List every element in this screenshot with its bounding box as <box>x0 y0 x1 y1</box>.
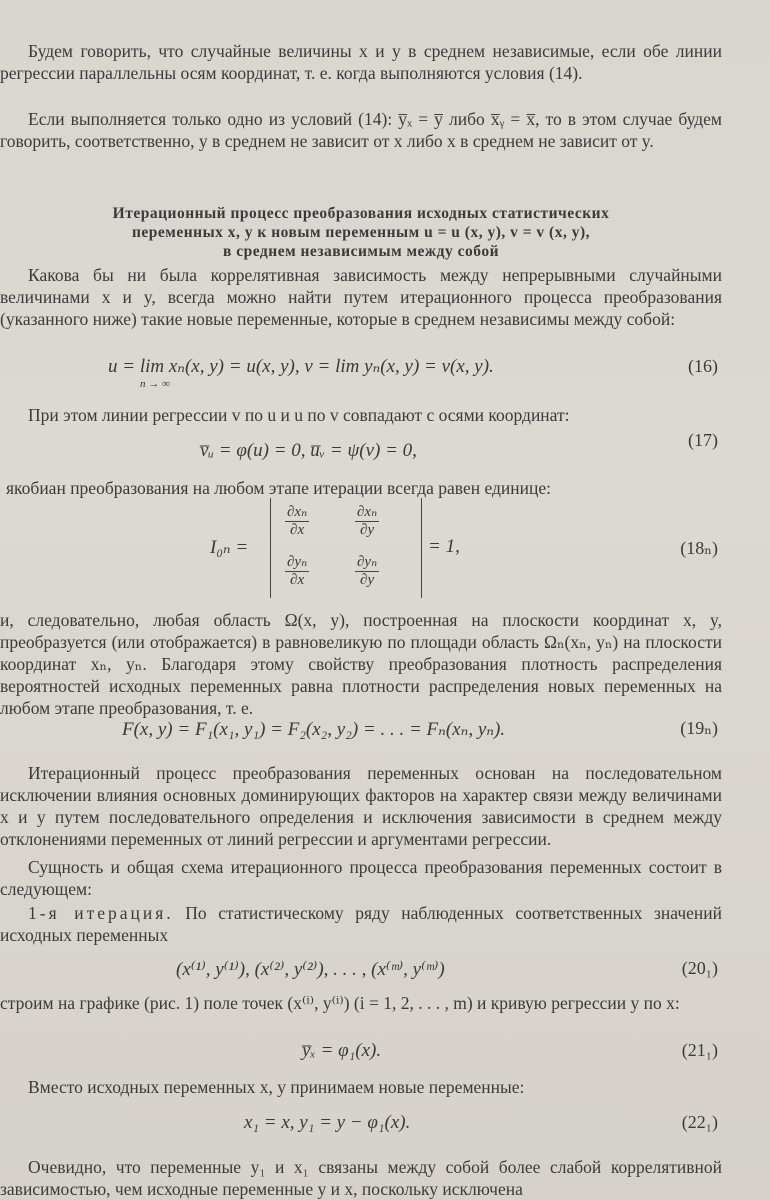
det-d-den: ∂y <box>360 572 375 588</box>
det-a-den: ∂x <box>290 522 305 538</box>
equation-16-number: (16) <box>688 356 718 376</box>
paragraph-iteration-intro: Какова бы ни была коррелятивная зависимость между непрерывными случайными величинами x и y, всегда можно найти путем итерационного процесса преобразования (указанного ниже) такие новые переменные, которые в среднем независимы между собой: <box>0 265 722 329</box>
jacobian-determinant <box>270 498 422 598</box>
det-b-num: ∂xₙ <box>357 504 378 520</box>
paragraph-iteration-basis: Итерационный процесс преобразования переменных основан на последовательном исключении влияния основных доминирующих факторов на характер связи между величинами x и y путем последовательного определения и исключения зависимости в среднем между отклонениями переменных от линий регрессии и аргументами регрессии. <box>0 763 722 849</box>
heading-line-2: переменных x, y к новым переменным u = u (x, y), v = v (x, y), <box>131 224 591 241</box>
det-entry-d <box>355 552 379 589</box>
equation-22-number: (22₁) <box>681 1112 718 1132</box>
equation-20: (x⁽¹⁾, y⁽¹⁾), (x⁽²⁾, y⁽²⁾), . . . , (x⁽ᵐ⁾, y⁽ᵐ⁾) <box>176 959 445 980</box>
det-entry-a <box>285 502 309 539</box>
det-entry-c <box>285 552 309 589</box>
equation-21-number: (21₁) <box>681 1040 718 1060</box>
section-heading <box>0 204 722 261</box>
equation-16-limit: n → ∞ <box>140 378 170 390</box>
equation-16: u = lim xₙ(x, y) = u(x, y), v = lim yₙ(x, y) = v(x, y). <box>108 356 494 377</box>
heading-line-1: Итерационный процесс преобразования исходных статистических <box>112 205 610 222</box>
paragraph-new-variables: Вместо исходных переменных x, y принимаем новые переменные: <box>28 1077 525 1097</box>
paragraph-regression-lines: При этом линии регрессии v по u и u по v совпадают с осями координат: <box>28 405 570 425</box>
equation-18-rhs: = 1, <box>428 536 460 557</box>
paragraph-area-preserving: и, следовательно, любая область Ω(x, y), построенная на плоскости координат x, y, преобразуется (или отображается) в равновеликую по площади область Ωₙ(xₙ, yₙ) на плоскости координат xₙ, yₙ. Благодаря этому свойству преобразования плотность распределения вероятностей исходных переменных равна плотности распределения новых переменных на любом этапе преобразования, т. е. <box>0 610 722 718</box>
heading-line-3: в среднем независимым между собой <box>223 243 499 260</box>
det-c-den: ∂x <box>290 572 305 588</box>
paragraph-independence-definition: Будем говорить, что случайные величины x и y в среднем независимые, если обе линии регрессии параллельны осям координат, т. е. когда выполняются условия (14). <box>0 41 722 83</box>
paragraph-weaker-correlation: Очевидно, что переменные y₁ и x₁ связаны между собой более слабой коррелятивной зависимостью, чем исходные переменные y и x, поскольку исключена <box>0 1157 722 1199</box>
equation-19: F(x, y) = F₁(x₁, y₁) = F₂(x₂, y₂) = . . . = Fₙ(xₙ, yₙ). <box>122 719 506 740</box>
first-iteration-label: 1-я итерация. <box>28 903 174 923</box>
paragraph-first-iteration <box>0 902 722 946</box>
det-c-num: ∂yₙ <box>287 554 308 570</box>
equation-19-number: (19ₙ) <box>680 718 718 738</box>
equation-17: v̅ᵤ = φ(u) = 0, u̅ᵥ = ψ(v) = 0, <box>200 440 417 461</box>
equation-18-number: (18ₙ) <box>680 538 718 558</box>
det-a-num: ∂xₙ <box>287 504 308 520</box>
equation-20-number: (20₁) <box>681 958 718 978</box>
equation-22: x₁ = x, y₁ = y − φ₁(x). <box>244 1112 411 1133</box>
paragraph-partial-independence: Если выполняется только одно из условий (14): y̅ₓ = y̅ либо x̅ᵧ = x̅, то в этом случае будем говорить, соответственно, y в среднем не зависит от x либо x в среднем не зависит от y. <box>0 109 722 151</box>
det-d-num: ∂yₙ <box>357 554 378 570</box>
paragraph-jacobian: якобиан преобразования на любом этапе итерации всегда равен единице: <box>6 478 552 498</box>
equation-17-number: (17) <box>688 430 718 450</box>
det-b-den: ∂y <box>360 522 375 538</box>
paragraph-regression-curve: строим на графике (рис. 1) поле точек (x⁽ⁱ⁾, y⁽ⁱ⁾) (i = 1, 2, . . . , m) и кривую регрессии y по x: <box>0 993 680 1013</box>
det-entry-b <box>355 502 379 539</box>
equation-18-lhs: I₀ₙ = <box>210 537 249 558</box>
first-iteration-text: По статистическому ряду наблюденных соответственных значений исходных переменных <box>0 903 722 945</box>
equation-21: y̅ₓ = φ₁(x). <box>302 1040 382 1061</box>
paragraph-general-scheme: Сущность и общая схема итерационного процесса преобразования переменных состоит в следующем: <box>0 857 722 899</box>
